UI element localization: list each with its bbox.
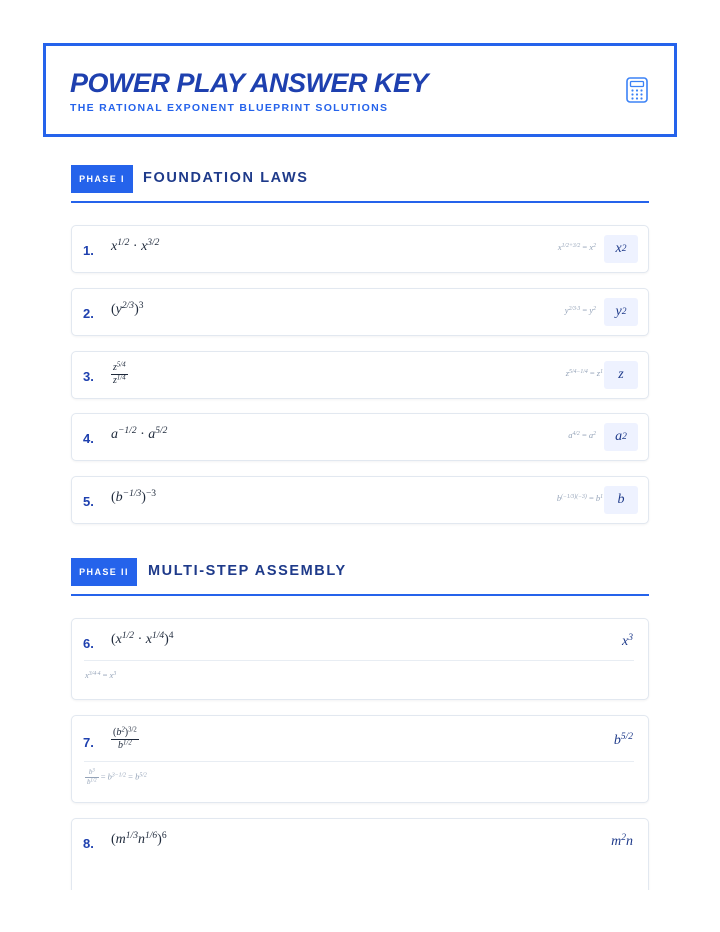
page-bottom-margin — [0, 890, 720, 932]
problem-number: 7. — [83, 735, 94, 750]
problem-card-3 — [71, 351, 649, 399]
answer: $b^{5/2}$ — [613, 731, 633, 748]
problem-expression: $(x^{1/2} \cdot x^{1/4})^4$ — [111, 630, 174, 647]
answer-badge: x 2 — [604, 235, 638, 263]
work-step: $z^{5/4-1/4} = z^1$ — [565, 368, 603, 378]
answer-badge: b — [604, 486, 638, 514]
problem-expression: $\frac{z^{5/4}}{z^{1/4}}$ — [113, 361, 126, 386]
section-title: MULTI-STEP ASSEMBLY — [148, 563, 347, 579]
work-step: $a^{4/2} = a^2$ — [568, 430, 596, 440]
problem-expression: $(m^{1/3}n^{1/6})^6$ — [111, 830, 167, 847]
problem-expression: $\frac{(b^2)^{3/2}}{b^{1/2}}$ — [113, 726, 137, 751]
problem-number: 2. — [83, 306, 94, 321]
section-title: FOUNDATION LAWS — [143, 170, 309, 186]
problem-card-5 — [71, 476, 649, 524]
problem-card-1 — [71, 225, 649, 273]
problem-card-2 — [71, 288, 649, 336]
phase-badge: PHASE II — [71, 558, 137, 586]
work-step: $x^{3/4\cdot 4} = x^3$ — [85, 670, 117, 680]
section-divider — [71, 594, 649, 596]
problem-expression: $a^{-1/2} \cdot a^{5/2}$ — [111, 425, 168, 442]
answer: $x^3$ — [622, 632, 633, 649]
answer: $m^2n$ — [611, 832, 633, 849]
work-step: $x^{1/2+3/2} = x^2$ — [557, 242, 596, 252]
phase-badge: PHASE I — [71, 165, 133, 193]
problem-expression: $x^{1/2} \cdot x^{3/2}$ — [111, 237, 160, 254]
problem-number: 4. — [83, 431, 94, 446]
problem-number: 3. — [83, 369, 94, 384]
problem-card-4 — [71, 413, 649, 461]
page-subtitle: THE RATIONAL EXPONENT BLUEPRINT SOLUTIONS — [70, 102, 389, 114]
problem-number: 1. — [83, 243, 94, 258]
answer-badge: a 2 — [604, 423, 638, 451]
card-divider — [84, 660, 634, 661]
work-step: $b^{(-1/3)(-3)} = b^1$ — [556, 493, 603, 503]
calculator-icon — [626, 77, 648, 103]
problem-expression: $(y^{2/3})^3$ — [111, 300, 144, 317]
work-step: $y^{2/3\cdot 3} = y^2$ — [564, 305, 596, 315]
card-divider — [84, 761, 634, 762]
work-step: $\frac{b^3}{b^{1/2}}$ = $b^{3-1/2} = b^{5/2}$ — [87, 768, 147, 786]
answer-badge: z — [604, 361, 638, 389]
problem-number: 6. — [83, 636, 94, 651]
problem-expression: $(b^{-1/3})^{-3}$ — [111, 488, 157, 505]
header-box — [43, 43, 677, 137]
page-title: POWER PLAY ANSWER KEY — [70, 68, 429, 98]
answer-badge: y 2 — [604, 298, 638, 326]
problem-number: 8. — [83, 836, 94, 851]
problem-card-6 — [71, 618, 649, 700]
problem-number: 5. — [83, 494, 94, 509]
section-divider — [71, 201, 649, 203]
problem-card-7 — [71, 715, 649, 803]
